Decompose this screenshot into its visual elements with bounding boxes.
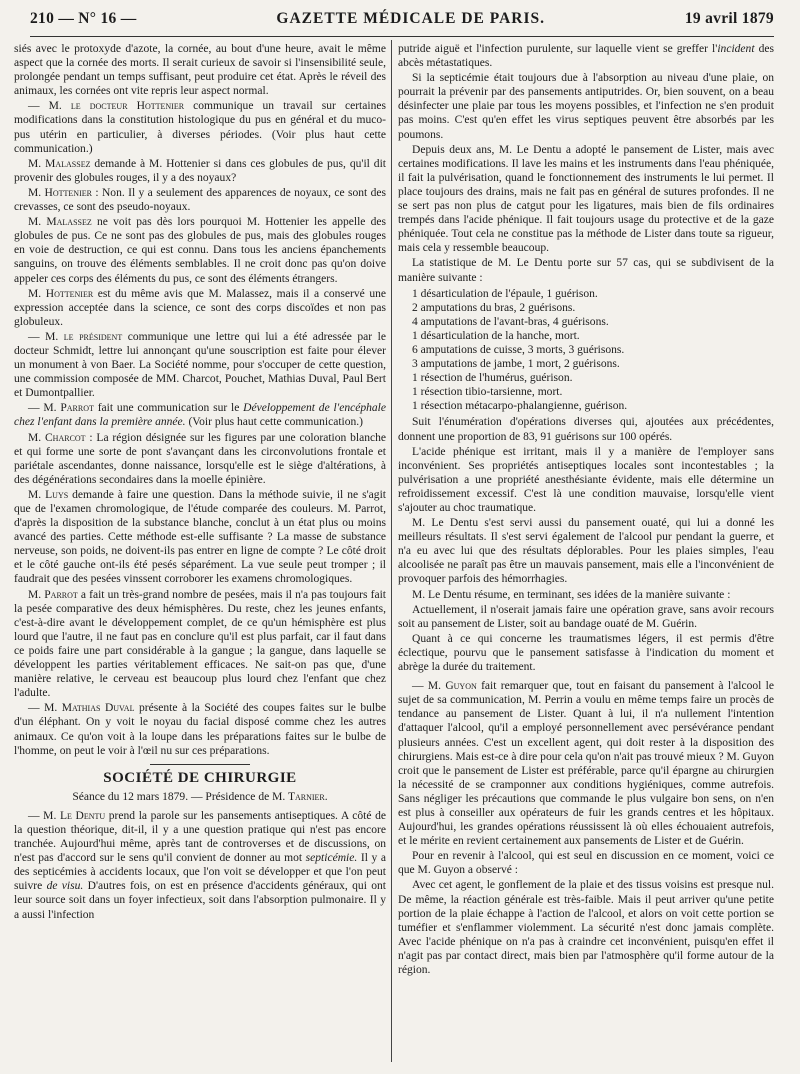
left-column — [14, 42, 386, 923]
speaker-name: M. Parrot — [43, 402, 94, 415]
speaker-name: M. Luys — [28, 488, 69, 501]
paragraph: M. Le Dentu s'est servi aussi du pansement ouaté, qui lui a donné les meilleurs résultats. Il s'est servi également de l'alcool pur pendant la guerre, et n'a eu avec lui que des résultats déplorables. Pour les plaies simples, l'eau alcoolisée ne paraît pas être un mauvais pansement, mais elle a l'inconvénient de provoquer parfois des hémorrhagies. — [398, 517, 774, 586]
speaker-name: M. Le Dentu — [43, 809, 106, 822]
paragraph: M. Le Dentu résume, en terminant, ses idées de la manière suivante : — [412, 588, 731, 601]
speaker-name: M. le président — [45, 330, 123, 343]
paragraph: — M. le président communique une lettre qui lui a été adressée par le docteur Schmidt, lettre lui annonçant qu'une souscription est faite pour élever un monument à von Baer. La Société nomme, pour s'occuper de cette question, une commission composée de MM. Charcot, Pouchet, Mathias Duval, Paul Bert et Dumontpallier. — [14, 330, 386, 400]
list-item: 6 amputations de cuisse, 3 morts, 3 guérisons. — [412, 343, 625, 356]
list-item: 1 résection tibio-tarsienne, mort. — [412, 386, 563, 399]
paragraph-text: putride aiguë et l'infection purulente, sur laquelle vient se greffer l' — [398, 43, 718, 55]
paragraph-text: demande à M. Hottenier si dans ces globules de pus, qu'il dit provenir des globules rouges, il y a des noyaux? — [14, 157, 386, 184]
session-date: Séance du 12 mars 1879. — Présidence de — [72, 790, 273, 803]
paragraph: L'acide phénique est irritant, mais il y a manière de l'employer sans inconvénient. Ses propriétés antiseptiques locales sont incontestables ; la pulvérisation a une propriété anesthésiante évidente, mais elle détermine un refroidissement excessif. C'est là une condition mauvaise, lorsqu'elle vient s'ajouter au choc traumatique. — [398, 445, 774, 514]
paragraph — [14, 287, 386, 329]
paragraph: — M. Le Dentu prend la parole sur les pansements antiseptiques. A côté de la question théorique, dit-il, il y a une question pratique qui n'est pas encore tranchée. Aujourd'hui même, après tant de controverses et de discussions, on n'est pas d'accord sur le sens qu'il convient de donner au mot septicémie. Il y a des septicémies à accidents locaux, que l'on voit se développer et que l'on peut suivre de visu. D'autres fois, on est en présence d'accidents généraux, qui ont leur source soit dans un foyer infectieux, soit dans l'absorption pulmonaire. Il y a aussi l'infection — [14, 809, 386, 921]
speaker-name: M. Guyon — [427, 680, 477, 693]
paragraph-text: fait remarquer que, tout en faisant du pansement à l'alcool le sujet de sa communication, M. Perrin a voulu en même temps faire un procès de tendance au pansement de Lister. Quant à lui, il n'a nullement l'intention d'attaquer l'alcool, qu'il a employé personnellement avec persévérance pendant plusieurs années. C'est un excellent agent, qui doit rester à la disposition des chirurgiens. Mais est-ce à dire pour cela qu'on n'ait pas trouvé mieux ? M. Guyon croit que le pansement de Lister est préférable, parce qu'il épargne au chirurgien la nécessité de se cramponner aux conditions hygiéniques, comme autrefois. Sans négliger les précautions que commande le plus vulgaire bon sens, on n'en est plus à conseiller aux opérateurs de fuir les grands centres et les hôpitaux. Aujourd'hui, les grandes opérations réussissent là où elles échouaient autrefois, et le mérite en revient certainement aux pansements de Lister et de Guérin. — [398, 680, 774, 848]
paragraph: — M. Parrot fait une communication sur le Développement de l'encéphale chez l'enfant dans la première année. (Voir plus haut cette communication.) — [14, 402, 387, 429]
list-item: 2 amputations du bras, 2 guérisons. — [412, 301, 576, 314]
list-item: 3 amputations de jambe, 1 mort, 2 guérisons. — [412, 358, 620, 371]
paragraph: Pour en revenir à l'alcool, qui est seul en discussion en ce moment, voici ce que M. Guyon a observé : — [398, 850, 774, 877]
paragraph: Suit l'énumération d'opérations diverses qui, ajoutées aux précédentes, donnent une proportion de 83, 91 guérisons sur 100 opérés. — [398, 416, 774, 443]
speaker-name: M. Charcot — [28, 431, 86, 444]
paragraph-text: : La région désignée sur les figures par une coloration blanche et qui forme une sorte de pont s'avançant dans les circonvolutions frontale et pariétale ascendantes, donne naissance, lorsqu'elle est le siège d'altérations, à des dégénérations secondaires dans la moelle épinière. — [14, 431, 387, 486]
paragraph: Avec cet agent, le gonflement de la plaie et des tissus voisins est presque nul. De même, la réaction générale est très-faible. Mais il peut arriver qu'une petite portion de la plaie échappe à l'action de l'alcool, et alors on voit cette portion se tuméfier et s'enflammer violemment. La sécurité n'est donc jamais complète. Avec l'acide phénique on n'a pas à craindre cet inconvénient, puisqu'en effet il n'agit pas par contact direct, mais bien par l'atmosphère qu'il forme autour de la région. — [398, 879, 774, 976]
section-separator — [150, 764, 250, 765]
list-item: 4 amputations de l'avant-bras, 4 guérisons. — [412, 315, 609, 328]
paragraph-text: prend la parole sur les pansements antiseptiques. A côté de la question théorique, dit-il, il y a une question pratique qui n'est pas encore tranchée. Aujourd'hui même, après tant de controverses et de discussions, on n'est pas d'accord sur le sens qu'il convient de donner au mot — [14, 809, 386, 865]
paragraph-text: (Voir plus haut cette communication.) — [185, 416, 364, 429]
speaker-name: M. Hottenier — [28, 186, 92, 199]
speaker-name: M. Parrot — [28, 588, 78, 601]
paragraph: Quant à ce qui concerne les traumatismes légers, il est permis d'être éclectique, pourvu que le pansement satisfasse à l'indication du moment et abrège la durée du traitement. — [398, 632, 774, 674]
paragraph — [14, 157, 386, 185]
paragraph: — M. le docteur Hottenier communique un travail sur certaines modifications dans la constitution histologique du pus en général et du muco-pus utérin en particulier, à diverses périodes. (Voir plus haut cette communication.) — [14, 100, 386, 155]
speaker-name: M. Malassez — [28, 216, 92, 229]
speaker-name: M. Hottenier — [28, 287, 94, 300]
paragraph: — M. Guyon fait remarquer que, tout en faisant du pansement à l'alcool le sujet de sa communication, M. Perrin a voulu en même temps faire un procès de tendance au pansement de Lister. Quant à lui, il n'a nullement l'intention d'attaquer l'alcool, qu'il a employé personnellement avec persévérance pendant plusieurs années. C'est un excellent agent, qui doit rester à la disposition des chirurgiens. Mais est-ce à dire pour cela qu'on n'ait pas trouvé mieux ? M. Guyon croit que le pansement de Lister est préférable, parce qu'il épargne au chirurgien la nécessité de se cramponner aux conditions hygiéniques, comme autrefois. Sans négliger les précautions que commande le plus vulgaire bon sens, on n'en est plus à conseiller aux opérateurs de fuir les grands centres et les hôpitaux. Aujourd'hui, les grandes opérations réussissent là où elles échouaient autrefois, et le mérite en revient certainement aux pansements de Lister et de Guérin. — [398, 680, 774, 848]
list-item: 1 désarticulation de la hanche, mort. — [412, 329, 580, 342]
paragraph-text: fait une communication sur le — [93, 402, 244, 415]
session-president: M. Tarnier. — [272, 790, 328, 803]
page-number: 210 — N° 16 — — [30, 10, 137, 27]
paragraph-text: demande à faire une question. Dans la méthode suivie, il ne s'agit que de l'examen chromologique, de l'étude comparée des couleurs. M. Parrot, d'après la disposition de la substance blanche, conclut à un état plus ou moins avancé des parties. Cette méthode est-elle suffisante ? La masse de substance nerveuse, son poids, ne doivent-ils pas entrer en ligne de compte ? Le côté droit et le côté gauche ont-ils été pesés séparément. La vue seule peut tromper ; il faudrait que des pesées vinssent corroborer les examens chromologiques. — [14, 488, 386, 586]
paragraph-text: D'autres fois, on est en présence d'accidents généraux, qui ont leur source soit dans un foyer infectieux, soit dans l'absorption pulmonaire. Il y a aussi l'infection — [14, 880, 386, 921]
paragraph-text: est du même avis que M. Malassez, mais il a conservé une expression acceptée dans la science, ce sont des corps discoïdes et non pas globuleux. — [14, 287, 386, 328]
column-divider — [391, 40, 392, 1062]
paragraph — [398, 42, 774, 70]
paragraph-text: des abcès métastatiques. — [398, 43, 775, 70]
journal-title: GAZETTE MÉDICALE DE PARIS. — [276, 10, 545, 27]
paragraph: Si la septicémie était toujours due à l'absorption au niveau d'une plaie, on pourrait la prévenir par des pansements antiputrides. Or, bien souvent, on a beau désinfecter une plaie par tous les moyens possibles, et l'infection ne s'en produit pas moins. C'est qu'en effet les virus septiques peuvent être absorbés par les poumons. — [398, 72, 774, 141]
paragraph-text: a fait un très-grand nombre de pesées, mais il n'a pas toujours fait la pesée comparative des deux hémisphères. Du reste, chez les jeunes enfants, c'est-à-dire avant le développement complet, de ce qu'un hémisphère est plus lourd que l'autre, il ne faut pas en conclure qu'il est plus parfait, car il faut dans ce poids faire une part considérable à la gangue ; la gangue, dans laquelle se développent les parties véritablement efficaces. Ne sait-on pas que, d'une manière relative, le cerveau est beaucoup plus lourd chez l'enfant que chez l'adulte. — [14, 588, 386, 700]
paragraph-text: Il y a des septicémies à accidents locaux, que l'on voit se développer et que l'on peut suivre — [14, 852, 386, 893]
paragraph — [14, 215, 386, 285]
emphasized-term: de visu. — [46, 880, 84, 893]
paragraph: Actuellement, il n'oserait jamais faire une opération grave, sans avoir recours soit au pansement de Lister, soit au bandage ouaté de M. Guérin. — [398, 603, 774, 630]
emphasized-term: incident — [717, 43, 755, 55]
emphasized-term: septicémie. — [305, 852, 358, 865]
paragraph — [14, 488, 386, 587]
paragraph-text: communique un travail sur certaines modifications dans la constitution histologique du pus en général et du muco-pus utérin en particulier, à diverses périodes. (Voir plus haut cette communication.) — [14, 100, 386, 155]
paragraph: siés avec le protoxyde d'azote, la cornée, au bout d'une heure, avait le même aspect que la cornée des morts. Il serait curieux de savoir si l'insensibilité seule, prolongée pendant un temps suffisant, peut produire cet état. Après le réveil des animaux, les cornées ont vite repris leur aspect normal. — [14, 43, 386, 98]
speaker-name: M. le docteur Hottenier — [48, 100, 185, 113]
section-title: SOCIÉTÉ DE CHIRURGIE — [103, 769, 297, 786]
page-header — [30, 10, 774, 37]
paragraph: Depuis deux ans, M. Le Dentu a adopté le pansement de Lister, mais avec certaines modifications. Il lave les mains et les instruments dans l'eau phéniquée, il fait la pulvérisation, quand le fonctionnement des instruments le lui permet. Il place toujours des drains, mais ne fait pas en général de sutures profondes. Il ne se sert pas non plus de catgut pour les ligatures, mais bien de fils ordinaires trempés dans l'acide phénique. Il fait toujours usage du protective et de la gaze phéniquée. Tout cela ne constitue pas la méthode de Lister dans toute sa rigueur, mais cela y ressemble beaucoup. — [398, 143, 774, 255]
list-item: 1 désarticulation de l'épaule, 1 guérison. — [412, 287, 598, 300]
list-item: 1 résection de l'humérus, guérison. — [412, 372, 573, 385]
paragraph-text: présente à la Société des coupes faites sur le bulbe d'un éléphant. On y voit le noyau du facial disposé comme chez les autres animaux. Ce qu'on voit à la loupe dans les préparations faites sur le bulbe de l'homme, on peut le voir à l'œil nu sur ces préparations. — [14, 702, 386, 757]
issue-date: 19 avril 1879 — [684, 10, 774, 27]
list-item: 1 résection métacarpo-phalangienne, guérison. — [412, 400, 628, 413]
session-line — [14, 790, 386, 804]
speaker-name: M. Mathias Duval — [44, 702, 135, 715]
communication-title: Développement de l'encéphale chez l'enfant dans la première année. — [14, 402, 387, 429]
paragraph — [14, 431, 386, 487]
case-statistics-list — [412, 287, 774, 414]
speaker-name: M. Malassez — [28, 157, 91, 170]
paragraph-text: : Non. Il y a seulement des apparences de noyaux, ce sont des crevasses, ce sont des pseudo-noyaux. — [14, 186, 387, 214]
paragraph: — M. Mathias Duval présente à la Société des coupes faites sur le bulbe d'un éléphant. On y voit le noyau du facial disposé comme chez les autres animaux. Ce qu'on voit à la loupe dans les préparations faites sur le bulbe de l'homme, on peut le voir à l'œil nu sur ces préparations. — [14, 702, 386, 757]
paragraph-text: communique une lettre qui lui a été adressée par le docteur Schmidt, lettre lui annonçant qu'une souscription est faite pour élever un monument à von Baer. La Société nomme, pour s'occuper de cette question, une commission composée de MM. Charcot, Pouchet, Mathias Duval, Paul Bert et Dumontpallier. — [14, 330, 386, 400]
right-column — [398, 42, 774, 978]
paragraph-text: ne voit pas dès lors pourquoi M. Hottenier les appelle des globules de pus. Ce ne sont pas des globules de pus, mais des globules rouges en voie de destruction, ce qui est connu. Dans tous les anciens épanchements sanguins, on trouve des éléments semblables. Il ne croit donc pas qu'on doive appeler ces corps des éléments du pus, ce sont des éléments étrangers. — [14, 216, 387, 285]
paragraph: La statistique de M. Le Dentu porte sur 57 cas, qui se subdivisent de la manière suivante : — [398, 257, 774, 284]
paragraph — [14, 588, 386, 701]
paragraph — [14, 186, 386, 214]
